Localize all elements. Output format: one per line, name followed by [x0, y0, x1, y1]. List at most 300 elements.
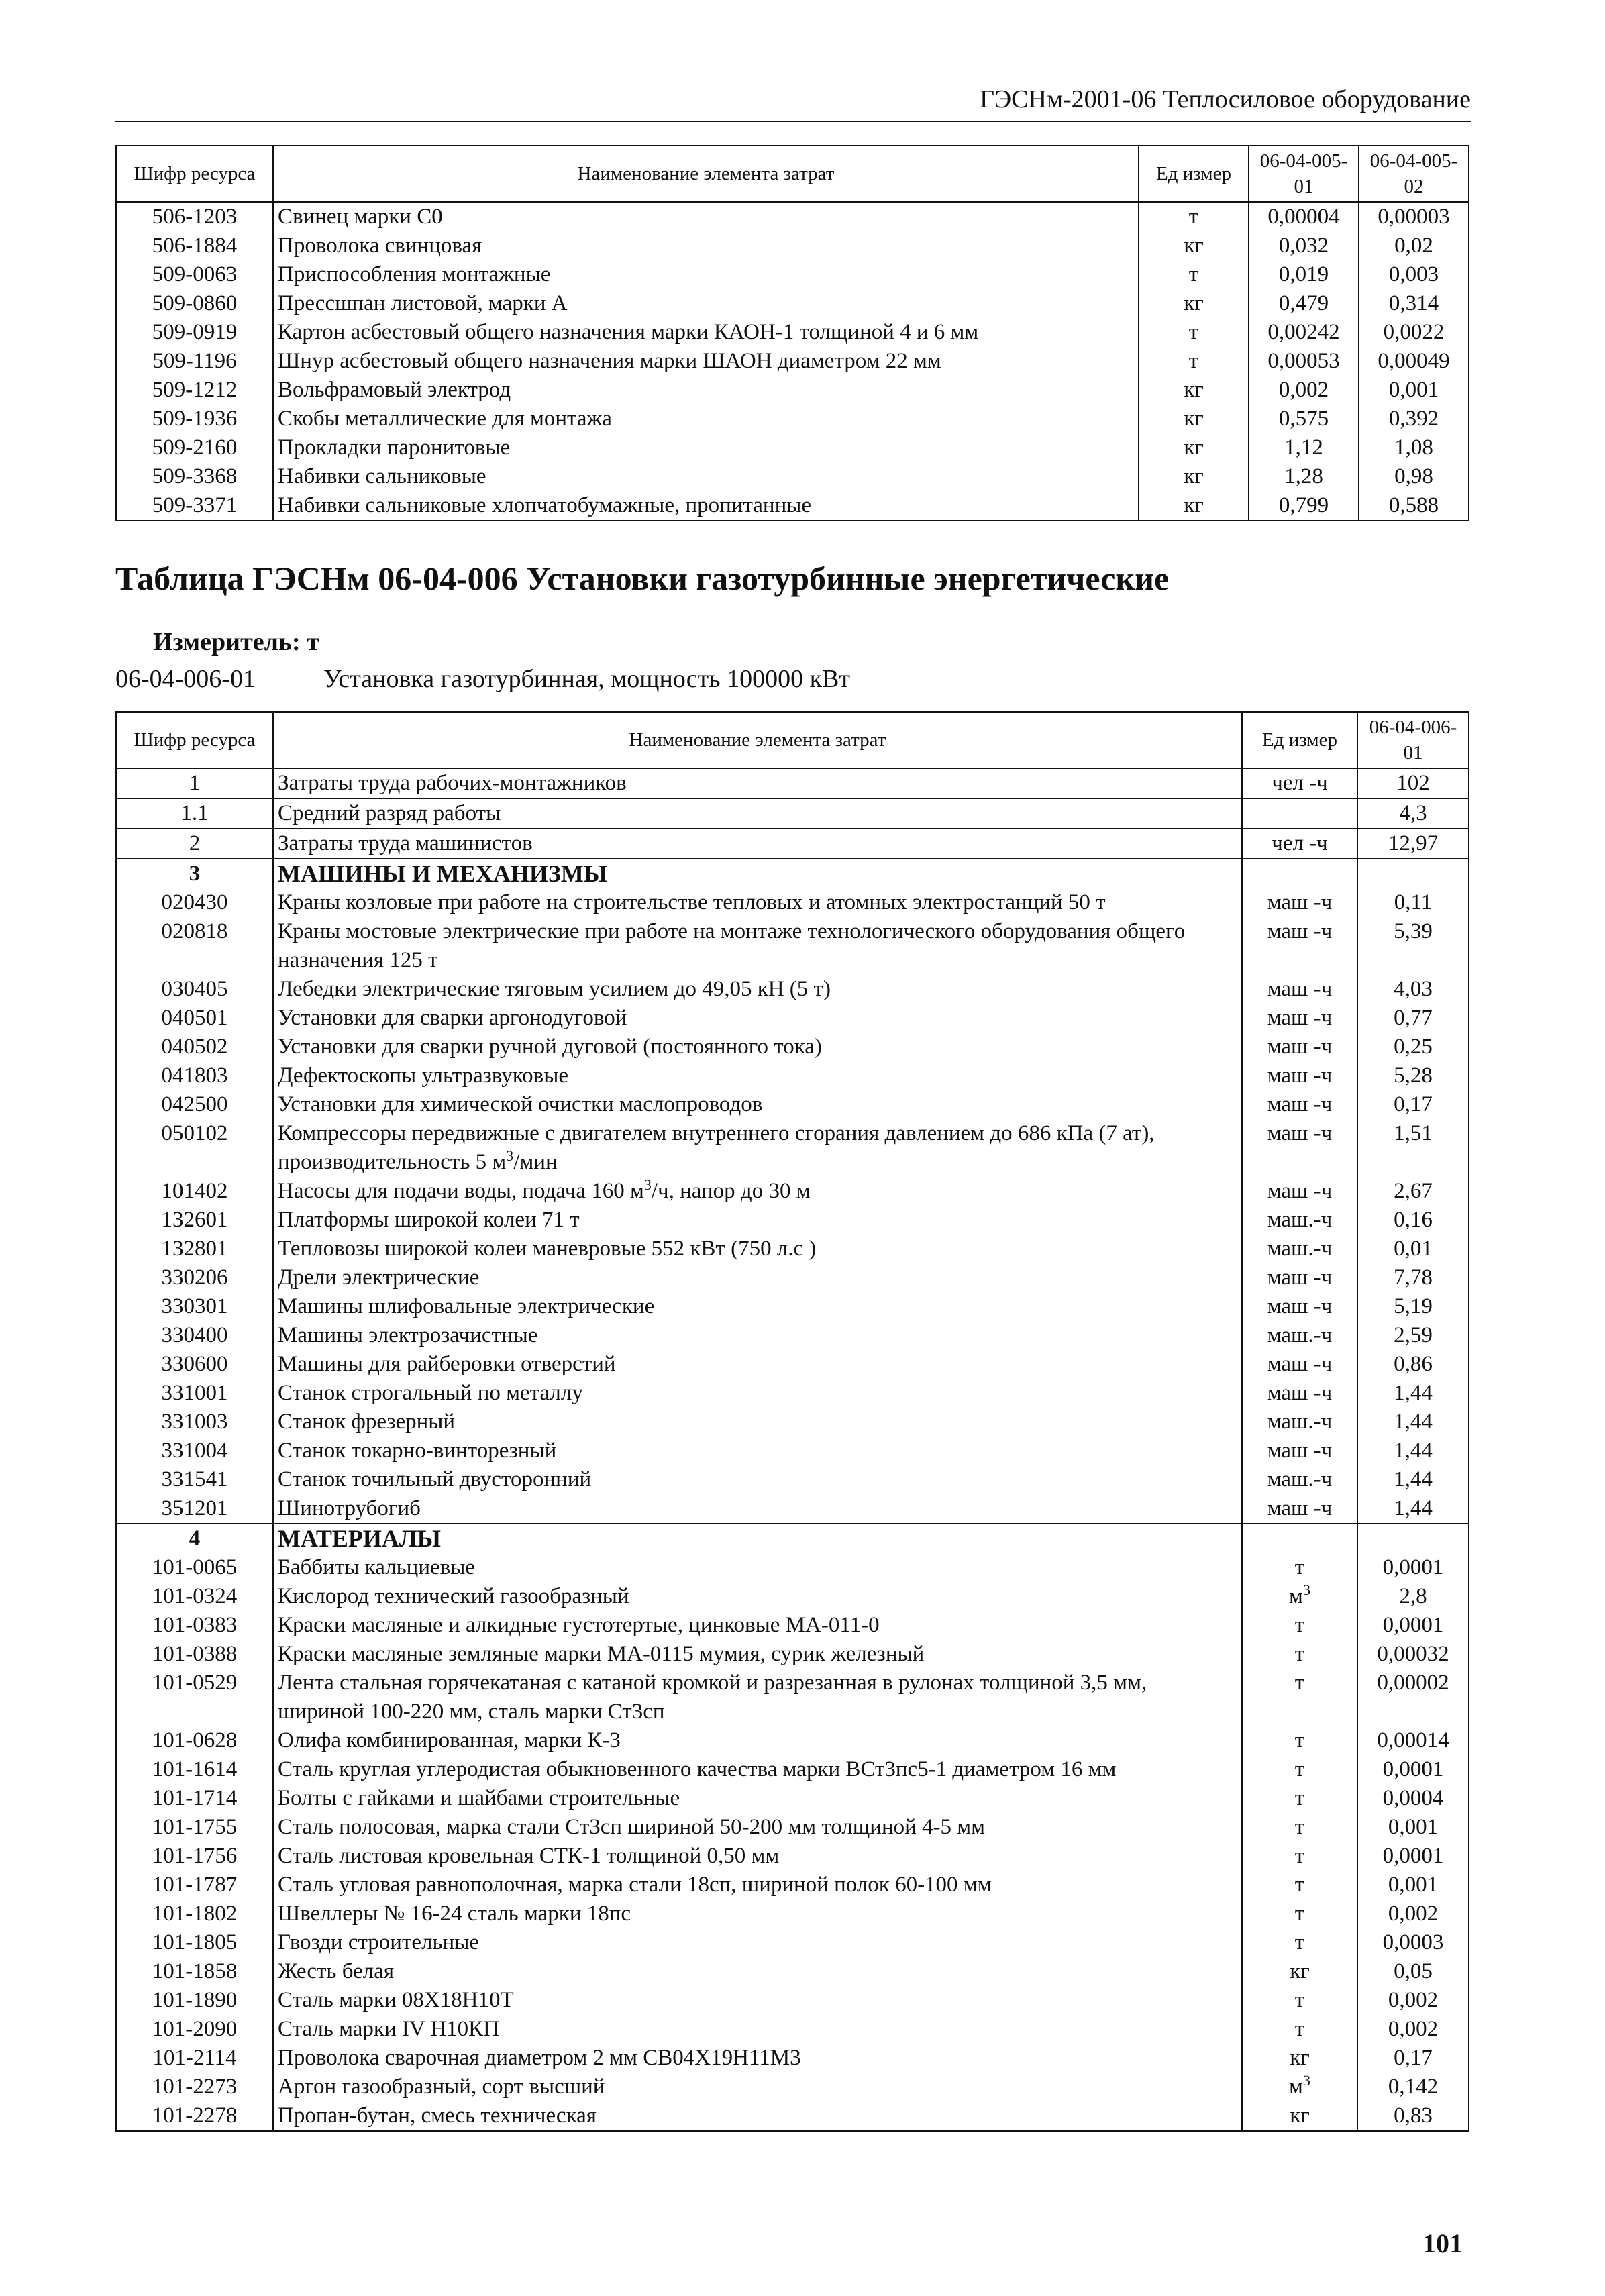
- resource-code: 101-1756: [116, 1842, 273, 1871]
- resource-name: Сталь марки IV Н10КП: [273, 2015, 1242, 2044]
- col-header-norm: 06-04-006-01: [1357, 712, 1469, 768]
- table-row: [116, 798, 1469, 829]
- resource-code: 101-0628: [116, 1726, 273, 1755]
- table-row: [116, 1784, 1469, 1813]
- resource-name: Средний разряд работы: [273, 798, 1242, 829]
- norm-value-2: 1,08: [1359, 433, 1469, 462]
- resource-name: Скобы металлические для монтажа: [273, 405, 1139, 433]
- table-row: [116, 1090, 1469, 1119]
- resource-code: 506-1884: [116, 231, 273, 260]
- table-row: [116, 1437, 1469, 1465]
- unit: маш -ч: [1242, 1033, 1357, 1061]
- resource-code: 506-1203: [116, 202, 273, 231]
- resource-code: 331541: [116, 1465, 273, 1494]
- resource-code: 330301: [116, 1292, 273, 1321]
- norm-value: 0,0004: [1357, 1784, 1469, 1813]
- resource-code: 509-3368: [116, 462, 273, 491]
- resource-name: Краны мостовые электрические при работе на монтаже технологического оборудования общего назначения 125 т: [273, 917, 1242, 975]
- table-row: [116, 202, 1469, 231]
- norm-value: 5,28: [1357, 1061, 1469, 1090]
- resource-name: Проволока сварочная диаметром 2 мм СВ04Х19Н11М3: [273, 2044, 1242, 2073]
- resource-code: 030405: [116, 975, 273, 1004]
- resource-name: Платформы широкой колеи 71 т: [273, 1206, 1242, 1235]
- resource-name: Машины шлифовальные электрические: [273, 1292, 1242, 1321]
- norm-value-2: 0,98: [1359, 462, 1469, 491]
- col-header-unit: Ед измер: [1139, 146, 1249, 202]
- unit: т: [1242, 1755, 1357, 1784]
- resource-name: Свинец марки С0: [273, 202, 1139, 231]
- unit: кг: [1139, 289, 1249, 318]
- unit: т: [1242, 1640, 1357, 1669]
- col-header-name: Наименование элемента затрат: [273, 146, 1139, 202]
- unit: маш.-ч: [1242, 1408, 1357, 1437]
- table-row: [116, 1871, 1469, 1899]
- resource-code: 101-2114: [116, 2044, 273, 2073]
- unit: т: [1139, 318, 1249, 347]
- resource-name: Аргон газообразный, сорт высший: [273, 2073, 1242, 2101]
- table-row: [116, 405, 1469, 433]
- norm-value: 1,51: [1357, 1119, 1469, 1177]
- resource-code: 330600: [116, 1350, 273, 1379]
- resource-name: Сталь полосовая, марка стали Ст3сп шириной 50-200 мм толщиной 4-5 мм: [273, 1813, 1242, 1842]
- resource-code: 509-1936: [116, 405, 273, 433]
- norm-value: 2,8: [1357, 1582, 1469, 1611]
- norm-value: 0,17: [1357, 1090, 1469, 1119]
- table-row: [116, 376, 1469, 405]
- norm-value: 1,44: [1357, 1408, 1469, 1437]
- norm-value-2: 0,392: [1359, 405, 1469, 433]
- table-row: [116, 347, 1469, 376]
- resource-code: 040501: [116, 1004, 273, 1033]
- resource-name: Станок токарно-винторезный: [273, 1437, 1242, 1465]
- norm-value: 0,83: [1357, 2101, 1469, 2131]
- unit: кг: [1139, 405, 1249, 433]
- norm-value: 1,44: [1357, 1437, 1469, 1465]
- table-row: [116, 2073, 1469, 2101]
- norm-value: 7,78: [1357, 1263, 1469, 1292]
- norm-value: 1,44: [1357, 1494, 1469, 1524]
- norm-value-2: 0,314: [1359, 289, 1469, 318]
- unit: маш.-ч: [1242, 1321, 1357, 1350]
- norm-value-2: 0,003: [1359, 260, 1469, 289]
- unit: кг: [1242, 2101, 1357, 2131]
- unit: чел -ч: [1242, 829, 1357, 859]
- norm-value: 0,00032: [1357, 1640, 1469, 1669]
- norm-value-1: 0,032: [1249, 231, 1359, 260]
- unit: маш -ч: [1242, 1061, 1357, 1090]
- table-row: [116, 491, 1469, 521]
- col-header-name: Наименование элемента затрат: [273, 712, 1242, 768]
- item-name: Установка газотурбинная, мощность 100000 кВт: [323, 665, 851, 693]
- col-header-code: Шифр ресурса: [116, 712, 273, 768]
- resource-name: Кислород технический газообразный: [273, 1582, 1242, 1611]
- resource-code: 509-0860: [116, 289, 273, 318]
- table-row: [116, 768, 1469, 798]
- resource-code: 509-1212: [116, 376, 273, 405]
- norm-value: 5,39: [1357, 917, 1469, 975]
- resource-code: 101-0388: [116, 1640, 273, 1669]
- resource-code: 330400: [116, 1321, 273, 1350]
- resource-code: 101402: [116, 1177, 273, 1206]
- norm-value: 0,0001: [1357, 1755, 1469, 1784]
- resource-name: Пропан-бутан, смесь техническая: [273, 2101, 1242, 2131]
- resource-code: 101-1802: [116, 1899, 273, 1928]
- resource-name: Затраты труда машинистов: [273, 829, 1242, 859]
- resource-code: 020430: [116, 888, 273, 917]
- unit: т: [1139, 202, 1249, 231]
- table-row: [116, 975, 1469, 1004]
- table-row: [116, 231, 1469, 260]
- resource-code: 101-1787: [116, 1871, 273, 1899]
- unit: маш -ч: [1242, 1379, 1357, 1408]
- norm-value: 0,0003: [1357, 1928, 1469, 1957]
- unit: кг: [1139, 231, 1249, 260]
- resource-code: 1: [116, 768, 273, 798]
- page-number: 101: [1422, 2228, 1463, 2258]
- resource-code: 101-1755: [116, 1813, 273, 1842]
- norm-value-1: 0,00004: [1249, 202, 1359, 231]
- norm-value-1: 0,002: [1249, 376, 1359, 405]
- table-row: [116, 1842, 1469, 1871]
- table-row: [116, 1986, 1469, 2015]
- meter-label: Измеритель: т: [153, 628, 319, 656]
- resource-name: Шнур асбестовый общего назначения марки ШАОН диаметром 22 мм: [273, 347, 1139, 376]
- norm-value: 5,19: [1357, 1292, 1469, 1321]
- unit: [1242, 798, 1357, 829]
- table-row: [116, 1582, 1469, 1611]
- unit: т: [1242, 1842, 1357, 1871]
- table-row: [116, 1119, 1469, 1177]
- table-row: [116, 1553, 1469, 1582]
- table-row: [116, 1235, 1469, 1263]
- table-row: [116, 1177, 1469, 1206]
- table-row: [116, 1206, 1469, 1235]
- section-title: Таблица ГЭСНм 06-04-006 Установки газотурбинные энергетические: [115, 560, 1170, 597]
- resource-table-main: [115, 711, 1469, 2132]
- col-header-unit: Ед измер: [1242, 712, 1357, 768]
- resource-name: Швеллеры № 16-24 сталь марки 18пс: [273, 1899, 1242, 1928]
- resource-table-top: [115, 145, 1469, 521]
- resource-code: 509-1196: [116, 347, 273, 376]
- section-label: МАШИНЫ И МЕХАНИЗМЫ: [273, 859, 1242, 888]
- unit: маш -ч: [1242, 1350, 1357, 1379]
- norm-value: 0,001: [1357, 1813, 1469, 1842]
- unit: т: [1242, 1928, 1357, 1957]
- resource-name: Тепловозы широкой колеи маневровые 552 кВт (750 л.с ): [273, 1235, 1242, 1263]
- section-header-row: [116, 1524, 1469, 1553]
- table-row: [116, 1408, 1469, 1437]
- empty-cell: [1242, 859, 1357, 888]
- table-row: [116, 1379, 1469, 1408]
- norm-value-1: 0,799: [1249, 491, 1359, 521]
- resource-name: Жесть белая: [273, 1957, 1242, 1986]
- unit: маш -ч: [1242, 917, 1357, 975]
- unit: маш -ч: [1242, 1177, 1357, 1206]
- table-row: [116, 433, 1469, 462]
- resource-name: Сталь марки 08Х18Н10Т: [273, 1986, 1242, 2015]
- resource-name: Гвозди строительные: [273, 1928, 1242, 1957]
- resource-code: 509-0063: [116, 260, 273, 289]
- unit: кг: [1139, 433, 1249, 462]
- resource-name: Болты с гайками и шайбами строительные: [273, 1784, 1242, 1813]
- resource-name: Сталь угловая равнополочная, марка стали 18сп, шириной полок 60-100 мм: [273, 1871, 1242, 1899]
- norm-value: 0,002: [1357, 2015, 1469, 2044]
- unit: маш -ч: [1242, 1292, 1357, 1321]
- resource-name: Станок строгальный по металлу: [273, 1379, 1242, 1408]
- resource-name: Сталь листовая кровельная СТК-1 толщиной 0,50 мм: [273, 1842, 1242, 1871]
- table-header-row: [116, 712, 1469, 768]
- resource-name: Дефектоскопы ультразвуковые: [273, 1061, 1242, 1090]
- unit: маш -ч: [1242, 975, 1357, 1004]
- resource-code: 101-2273: [116, 2073, 273, 2101]
- norm-value: 0,01: [1357, 1235, 1469, 1263]
- resource-code: 509-3371: [116, 491, 273, 521]
- resource-name: Затраты труда рабочих-монтажников: [273, 768, 1242, 798]
- norm-value-2: 0,00049: [1359, 347, 1469, 376]
- norm-value-2: 0,00003: [1359, 202, 1469, 231]
- unit: маш -ч: [1242, 1263, 1357, 1292]
- table-row: [116, 1004, 1469, 1033]
- table-row: [116, 1726, 1469, 1755]
- norm-value: 12,97: [1357, 829, 1469, 859]
- table-row: [116, 2015, 1469, 2044]
- resource-code: 1.1: [116, 798, 273, 829]
- norm-value: 1,44: [1357, 1465, 1469, 1494]
- resource-name: Вольфрамовый электрод: [273, 376, 1139, 405]
- resource-name: Сталь круглая углеродистая обыкновенного качества марки ВСт3пс5-1 диаметром 16 мм: [273, 1755, 1242, 1784]
- table-row: [116, 1292, 1469, 1321]
- resource-name: Насосы для подачи воды, подача 160 $м^3/ч$, напор до 30 м: [273, 1177, 1242, 1206]
- norm-value: 0,17: [1357, 2044, 1469, 2073]
- norm-value-1: 1,12: [1249, 433, 1359, 462]
- norm-value: 0,001: [1357, 1871, 1469, 1899]
- resource-code: 331004: [116, 1437, 273, 1465]
- table-row: [116, 1350, 1469, 1379]
- table-row: [116, 888, 1469, 917]
- table-row: [116, 1061, 1469, 1090]
- table-row: [116, 917, 1469, 975]
- table-row: [116, 1957, 1469, 1986]
- unit: т: [1242, 1813, 1357, 1842]
- resource-code: 101-2278: [116, 2101, 273, 2131]
- resource-code: 042500: [116, 1090, 273, 1119]
- resource-name: Приспособления монтажные: [273, 260, 1139, 289]
- resource-name: Набивки сальниковые хлопчатобумажные, пропитанные: [273, 491, 1139, 521]
- resource-code: 101-2090: [116, 2015, 273, 2044]
- table-row: [116, 1640, 1469, 1669]
- resource-code: 331001: [116, 1379, 273, 1408]
- header-rule: [115, 121, 1471, 122]
- table-row: [116, 829, 1469, 859]
- resource-name: Олифа комбинированная, марки К-3: [273, 1726, 1242, 1755]
- norm-value: 0,0001: [1357, 1611, 1469, 1640]
- resource-name: Станок точильный двусторонний: [273, 1465, 1242, 1494]
- norm-value: 0,25: [1357, 1033, 1469, 1061]
- table-row: [116, 2044, 1469, 2073]
- resource-code: 101-1858: [116, 1957, 273, 1986]
- norm-value: 1,44: [1357, 1379, 1469, 1408]
- norm-value-1: 1,28: [1249, 462, 1359, 491]
- table-row: [116, 318, 1469, 347]
- resource-name: Установки для сварки ручной дуговой (постоянного тока): [273, 1033, 1242, 1061]
- norm-value: 102: [1357, 768, 1469, 798]
- norm-value: 0,00014: [1357, 1726, 1469, 1755]
- resource-code: 2: [116, 829, 273, 859]
- norm-value: 0,11: [1357, 888, 1469, 917]
- resource-code: 101-1614: [116, 1755, 273, 1784]
- resource-name: Лента стальная горячекатаная с катаной кромкой и разрезанная в рулонах толщиной 3,5 мм, шириной 100-220 мм, сталь марки Ст3сп: [273, 1669, 1242, 1726]
- table-row: [116, 1033, 1469, 1061]
- empty-cell: [1357, 859, 1469, 888]
- resource-code: 351201: [116, 1494, 273, 1524]
- running-header: ГЭСНм-2001-06 Теплосиловое оборудование: [980, 85, 1471, 113]
- unit: т: [1242, 1726, 1357, 1755]
- resource-name: Машины для райберовки отверстий: [273, 1350, 1242, 1379]
- norm-value-1: 0,00053: [1249, 347, 1359, 376]
- unit: маш.-ч: [1242, 1206, 1357, 1235]
- resource-code: 101-1714: [116, 1784, 273, 1813]
- table-row: [116, 1813, 1469, 1842]
- norm-value-1: 0,479: [1249, 289, 1359, 318]
- table-row: [116, 1928, 1469, 1957]
- resource-code: 330206: [116, 1263, 273, 1292]
- norm-value-1: 0,019: [1249, 260, 1359, 289]
- unit: т: [1242, 1899, 1357, 1928]
- norm-value-1: 0,575: [1249, 405, 1359, 433]
- unit: $м^3$: [1242, 2073, 1357, 2101]
- norm-value-1: 0,00242: [1249, 318, 1359, 347]
- unit: чел -ч: [1242, 768, 1357, 798]
- empty-cell: [1242, 1524, 1357, 1553]
- section-label: МАТЕРИАЛЫ: [273, 1524, 1242, 1553]
- norm-value-2: 0,0022: [1359, 318, 1469, 347]
- resource-code: 101-0529: [116, 1669, 273, 1726]
- table-row: [116, 1494, 1469, 1524]
- resource-code: 101-0065: [116, 1553, 273, 1582]
- unit: маш.-ч: [1242, 1235, 1357, 1263]
- unit: т: [1242, 1611, 1357, 1640]
- table-row: [116, 1263, 1469, 1292]
- resource-code: 132601: [116, 1206, 273, 1235]
- resource-code: 331003: [116, 1408, 273, 1437]
- norm-value: 4,03: [1357, 975, 1469, 1004]
- norm-value: 0,142: [1357, 2073, 1469, 2101]
- table-row: [116, 2101, 1469, 2131]
- unit: кг: [1139, 376, 1249, 405]
- unit: т: [1139, 347, 1249, 376]
- resource-code: 132801: [116, 1235, 273, 1263]
- resource-code: 101-1890: [116, 1986, 273, 2015]
- unit: т: [1242, 1986, 1357, 2015]
- unit: т: [1139, 260, 1249, 289]
- norm-value: 2,67: [1357, 1177, 1469, 1206]
- resource-name: Дрели электрические: [273, 1263, 1242, 1292]
- unit: маш -ч: [1242, 1090, 1357, 1119]
- resource-name: Набивки сальниковые: [273, 462, 1139, 491]
- col-header-norm-2: 06-04-005-02: [1359, 146, 1469, 202]
- unit: кг: [1139, 462, 1249, 491]
- norm-value-2: 0,001: [1359, 376, 1469, 405]
- unit: маш.-ч: [1242, 1465, 1357, 1494]
- norm-value: 0,002: [1357, 1986, 1469, 2015]
- norm-value: 4,3: [1357, 798, 1469, 829]
- table-main-body: [116, 768, 1469, 2131]
- norm-value: 0,00002: [1357, 1669, 1469, 1726]
- resource-name: Компрессоры передвижные с двигателем внутреннего сгорания давлением до 686 кПа (7 ат), производительность 5 $м^3$/мин: [273, 1119, 1242, 1177]
- resource-name: Прессшпан листовой, марки А: [273, 289, 1139, 318]
- norm-value: 0,86: [1357, 1350, 1469, 1379]
- section-header-row: [116, 859, 1469, 888]
- norm-value: 2,59: [1357, 1321, 1469, 1350]
- section-number: 3: [116, 859, 273, 888]
- norm-value-2: 0,588: [1359, 491, 1469, 521]
- table-row: [116, 1611, 1469, 1640]
- resource-name: Баббиты кальциевые: [273, 1553, 1242, 1582]
- resource-name: Проволока свинцовая: [273, 231, 1139, 260]
- table-row: [116, 462, 1469, 491]
- resource-name: Машины электрозачистные: [273, 1321, 1242, 1350]
- unit: кг: [1242, 1957, 1357, 1986]
- unit: $м^3$: [1242, 1582, 1357, 1611]
- section-number: 4: [116, 1524, 273, 1553]
- unit: кг: [1242, 2044, 1357, 2073]
- unit: т: [1242, 1871, 1357, 1899]
- unit: маш -ч: [1242, 1119, 1357, 1177]
- resource-name: Прокладки паронитовые: [273, 433, 1139, 462]
- resource-code: 509-2160: [116, 433, 273, 462]
- table-row: [116, 1899, 1469, 1928]
- table-row: [116, 260, 1469, 289]
- resource-name: Лебедки электрические тяговым усилием до 49,05 кН (5 т): [273, 975, 1242, 1004]
- resource-code: 041803: [116, 1061, 273, 1090]
- table-row: [116, 1755, 1469, 1784]
- unit: т: [1242, 2015, 1357, 2044]
- norm-value: 0,05: [1357, 1957, 1469, 1986]
- norm-value: 0,0001: [1357, 1842, 1469, 1871]
- resource-name: Краны козловые при работе на строительстве тепловых и атомных электростанций 50 т: [273, 888, 1242, 917]
- table-row: [116, 1669, 1469, 1726]
- resource-code: 020818: [116, 917, 273, 975]
- resource-code: 101-1805: [116, 1928, 273, 1957]
- norm-value: 0,77: [1357, 1004, 1469, 1033]
- norm-value: 0,002: [1357, 1899, 1469, 1928]
- resource-name: Установки для химической очистки маслопроводов: [273, 1090, 1242, 1119]
- resource-name: Станок фрезерный: [273, 1408, 1242, 1437]
- resource-name: Шинотрубогиб: [273, 1494, 1242, 1524]
- unit: маш -ч: [1242, 1494, 1357, 1524]
- unit: т: [1242, 1784, 1357, 1813]
- resource-code: 101-0383: [116, 1611, 273, 1640]
- norm-value-2: 0,02: [1359, 231, 1469, 260]
- empty-cell: [1357, 1524, 1469, 1553]
- resource-code: 509-0919: [116, 318, 273, 347]
- item-code: 06-04-006-01: [115, 665, 256, 693]
- resource-code: 040502: [116, 1033, 273, 1061]
- unit: кг: [1139, 491, 1249, 521]
- table-row: [116, 289, 1469, 318]
- table-header-row: [116, 146, 1469, 202]
- resource-name: Установки для сварки аргонодуговой: [273, 1004, 1242, 1033]
- resource-code: 050102: [116, 1119, 273, 1177]
- resource-name: Краски масляные земляные марки МА-0115 мумия, сурик железный: [273, 1640, 1242, 1669]
- unit: маш -ч: [1242, 888, 1357, 917]
- unit: т: [1242, 1669, 1357, 1726]
- resource-code: 101-0324: [116, 1582, 273, 1611]
- table-row: [116, 1465, 1469, 1494]
- resource-name: Краски масляные и алкидные густотертые, цинковые МА-011-0: [273, 1611, 1242, 1640]
- norm-value: 0,0001: [1357, 1553, 1469, 1582]
- unit: маш -ч: [1242, 1004, 1357, 1033]
